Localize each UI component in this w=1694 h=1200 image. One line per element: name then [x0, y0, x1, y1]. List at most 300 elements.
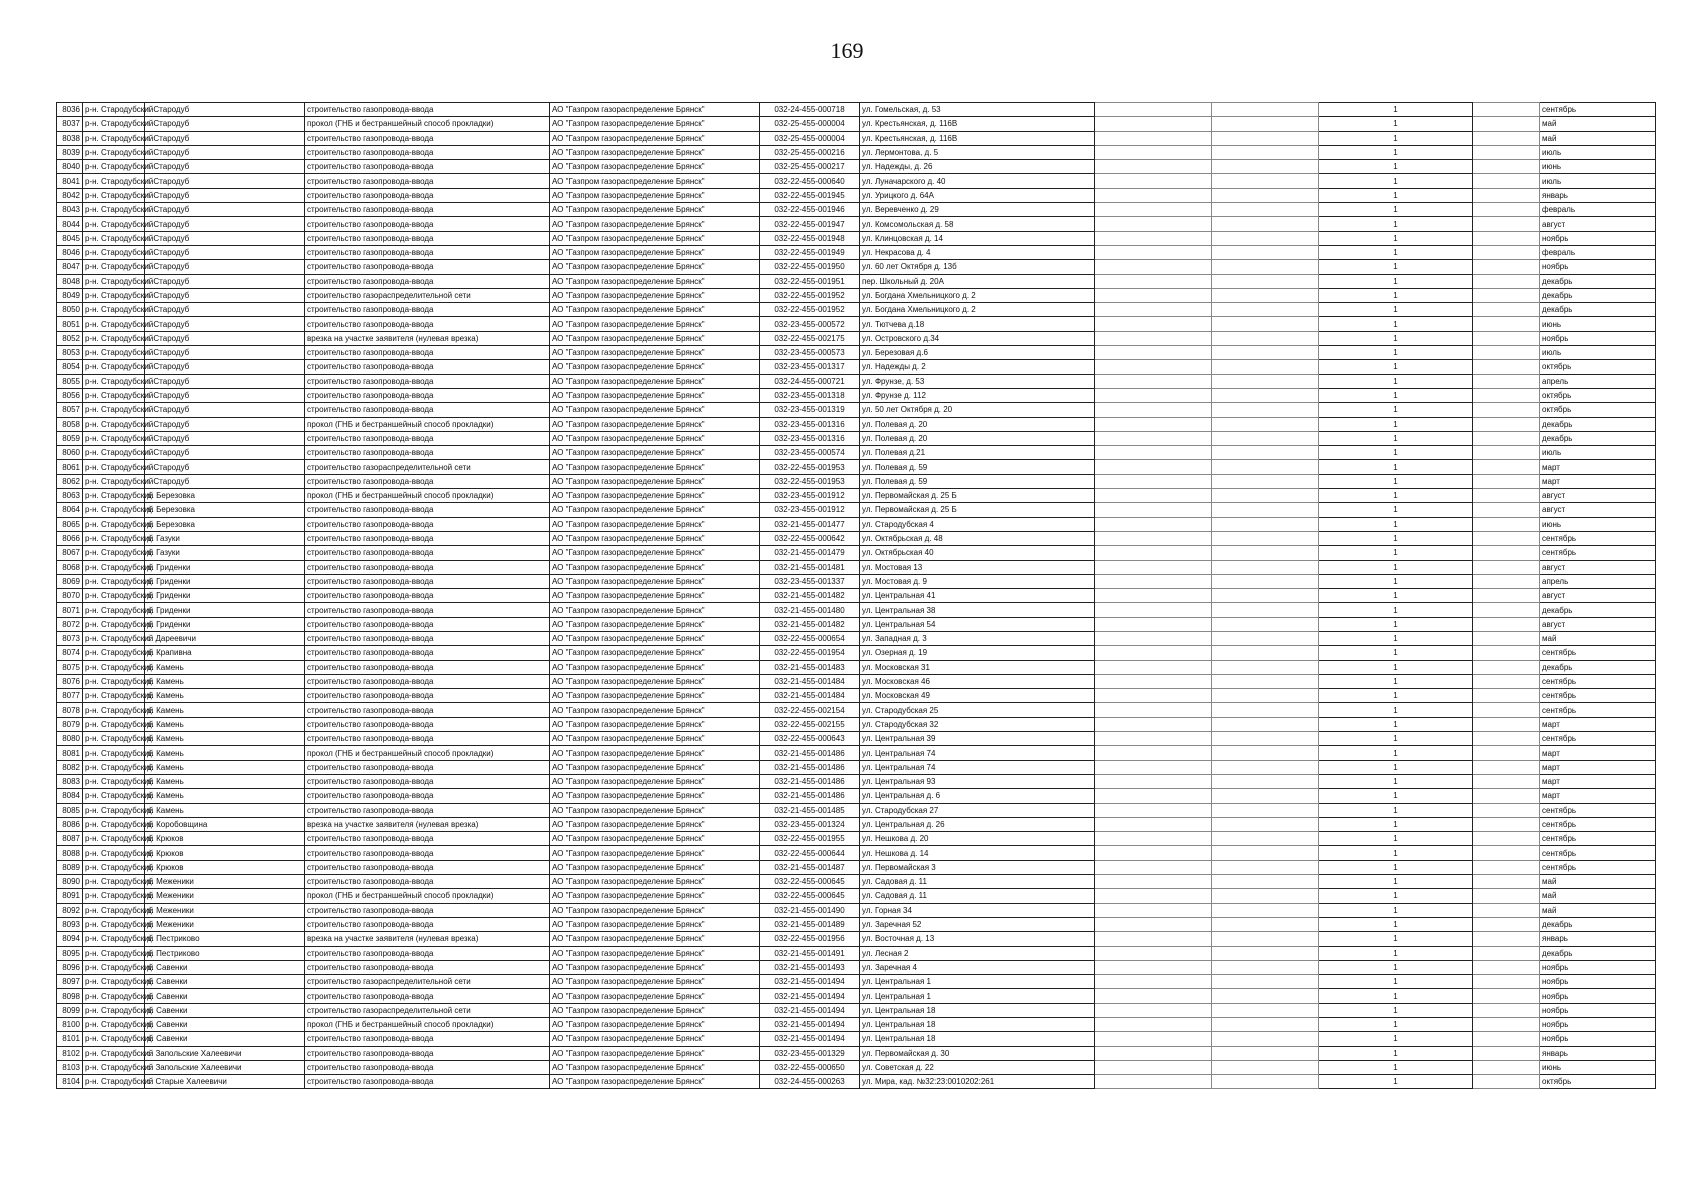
- work-type-cell: строительство газопровода-ввода: [305, 1075, 550, 1089]
- organization-cell: АО "Газпром газораспределение Брянск": [550, 560, 760, 574]
- work-type-cell: строительство газопровода-ввода: [305, 446, 550, 460]
- table-row: [57, 717, 1656, 731]
- blank-cell: [1212, 1032, 1319, 1046]
- month-cell: сентябрь: [1540, 832, 1656, 846]
- address-cell: ул. Стародубская 25: [860, 703, 1095, 717]
- address-cell: ул. Центральная 18: [860, 1003, 1095, 1017]
- blank-cell: [1095, 860, 1212, 874]
- blank-cell: [1473, 231, 1540, 245]
- blank-cell: [1212, 989, 1319, 1003]
- locality-cell: г. Стародуб: [145, 388, 305, 402]
- row-number: 8070: [57, 589, 83, 603]
- locality-cell: г. Стародуб: [145, 317, 305, 331]
- quantity-cell: 1: [1319, 603, 1473, 617]
- locality-cell: г. Стародуб: [145, 117, 305, 131]
- table-row: [57, 631, 1656, 645]
- quantity-cell: 1: [1319, 560, 1473, 574]
- application-code-cell: 032-22-455-001954: [760, 646, 860, 660]
- table-row: [57, 589, 1656, 603]
- organization-cell: АО "Газпром газораспределение Брянск": [550, 960, 760, 974]
- quantity-cell: 1: [1319, 460, 1473, 474]
- organization-cell: АО "Газпром газораспределение Брянск": [550, 603, 760, 617]
- blank-cell: [1212, 174, 1319, 188]
- address-cell: ул. Первомайская д. 30: [860, 1046, 1095, 1060]
- blank-cell: [1473, 346, 1540, 360]
- table-row: [57, 1018, 1656, 1032]
- blank-cell: [1212, 231, 1319, 245]
- address-cell: ул. Урицкого д. 64А: [860, 188, 1095, 202]
- district-cell: р-н. Стародубский: [83, 703, 145, 717]
- row-number: 8048: [57, 274, 83, 288]
- table-row: [57, 746, 1656, 760]
- quantity-cell: 1: [1319, 717, 1473, 731]
- blank-cell: [1473, 103, 1540, 117]
- quantity-cell: 1: [1319, 860, 1473, 874]
- month-cell: май: [1540, 631, 1656, 645]
- work-type-cell: строительство газопровода-ввода: [305, 360, 550, 374]
- application-code-cell: 032-24-455-000263: [760, 1075, 860, 1089]
- row-number: 8076: [57, 674, 83, 688]
- application-code-cell: 032-22-455-000643: [760, 732, 860, 746]
- table-row: [57, 503, 1656, 517]
- blank-cell: [1473, 546, 1540, 560]
- blank-cell: [1473, 160, 1540, 174]
- organization-cell: АО "Газпром газораспределение Брянск": [550, 1060, 760, 1074]
- organization-cell: АО "Газпром газораспределение Брянск": [550, 1032, 760, 1046]
- locality-cell: д. Савенки: [145, 975, 305, 989]
- locality-cell: д. Савенки: [145, 1018, 305, 1032]
- blank-cell: [1473, 617, 1540, 631]
- table-row: [57, 846, 1656, 860]
- locality-cell: д. Гриденки: [145, 617, 305, 631]
- district-cell: р-н. Стародубский: [83, 174, 145, 188]
- table-row: [57, 131, 1656, 145]
- application-code-cell: 032-23-455-000572: [760, 317, 860, 331]
- blank-cell: [1212, 203, 1319, 217]
- address-cell: ул. Луначарского д. 40: [860, 174, 1095, 188]
- row-number: 8075: [57, 660, 83, 674]
- work-type-cell: строительство газопровода-ввода: [305, 317, 550, 331]
- work-type-cell: врезка на участке заявителя (нулевая врезка): [305, 932, 550, 946]
- table-row: [57, 460, 1656, 474]
- work-type-cell: строительство газопровода-ввода: [305, 960, 550, 974]
- blank-cell: [1212, 431, 1319, 445]
- row-number: 8052: [57, 331, 83, 345]
- row-number: 8079: [57, 717, 83, 731]
- locality-cell: д. Савенки: [145, 989, 305, 1003]
- locality-cell: с. Старые Халеевичи: [145, 1075, 305, 1089]
- organization-cell: АО "Газпром газораспределение Брянск": [550, 260, 760, 274]
- blank-cell: [1212, 103, 1319, 117]
- row-number: 8071: [57, 603, 83, 617]
- quantity-cell: 1: [1319, 489, 1473, 503]
- month-cell: сентябрь: [1540, 703, 1656, 717]
- organization-cell: АО "Газпром газораспределение Брянск": [550, 174, 760, 188]
- table-row: [57, 574, 1656, 588]
- table-row: [57, 1046, 1656, 1060]
- locality-cell: д. Крюков: [145, 860, 305, 874]
- month-cell: июнь: [1540, 317, 1656, 331]
- blank-cell: [1473, 889, 1540, 903]
- month-cell: октябрь: [1540, 403, 1656, 417]
- application-code-cell: 032-23-455-001324: [760, 817, 860, 831]
- month-cell: декабрь: [1540, 917, 1656, 931]
- page-number: 169: [830, 38, 864, 63]
- blank-cell: [1212, 403, 1319, 417]
- table-row: [57, 160, 1656, 174]
- district-cell: р-н. Стародубский: [83, 1032, 145, 1046]
- address-cell: ул. Лесная 2: [860, 946, 1095, 960]
- blank-cell: [1473, 374, 1540, 388]
- blank-cell: [1473, 789, 1540, 803]
- blank-cell: [1095, 932, 1212, 946]
- address-cell: ул. Полевая д. 20: [860, 417, 1095, 431]
- table-row: [57, 560, 1656, 574]
- organization-cell: АО "Газпром газораспределение Брянск": [550, 331, 760, 345]
- blank-cell: [1095, 732, 1212, 746]
- quantity-cell: 1: [1319, 388, 1473, 402]
- application-code-cell: 032-23-455-001337: [760, 574, 860, 588]
- address-cell: ул. Центральная 18: [860, 1018, 1095, 1032]
- quantity-cell: 1: [1319, 975, 1473, 989]
- locality-cell: д. Камень: [145, 760, 305, 774]
- district-cell: р-н. Стародубский: [83, 231, 145, 245]
- district-cell: р-н. Стародубский: [83, 603, 145, 617]
- table-row: [57, 417, 1656, 431]
- district-cell: р-н. Стародубский: [83, 1075, 145, 1089]
- application-code-cell: 032-21-455-001494: [760, 1032, 860, 1046]
- address-cell: ул. Садовая д. 11: [860, 875, 1095, 889]
- blank-cell: [1473, 817, 1540, 831]
- blank-cell: [1212, 1018, 1319, 1032]
- blank-cell: [1212, 803, 1319, 817]
- blank-cell: [1095, 660, 1212, 674]
- work-type-cell: строительство газопровода-ввода: [305, 531, 550, 545]
- district-cell: р-н. Стародубский: [83, 1060, 145, 1074]
- district-cell: р-н. Стародубский: [83, 274, 145, 288]
- work-type-cell: врезка на участке заявителя (нулевая врезка): [305, 331, 550, 345]
- application-code-cell: 032-23-455-001912: [760, 503, 860, 517]
- organization-cell: АО "Газпром газораспределение Брянск": [550, 303, 760, 317]
- quantity-cell: 1: [1319, 245, 1473, 259]
- district-cell: р-н. Стародубский: [83, 646, 145, 660]
- organization-cell: АО "Газпром газораспределение Брянск": [550, 646, 760, 660]
- address-cell: ул. Центральная 41: [860, 589, 1095, 603]
- district-cell: р-н. Стародубский: [83, 403, 145, 417]
- address-cell: ул. Березовая д.6: [860, 346, 1095, 360]
- blank-cell: [1095, 517, 1212, 531]
- district-cell: р-н. Стародубский: [83, 546, 145, 560]
- district-cell: р-н. Стародубский: [83, 732, 145, 746]
- locality-cell: г. Стародуб: [145, 145, 305, 159]
- blank-cell: [1473, 145, 1540, 159]
- table-row: [57, 360, 1656, 374]
- application-code-cell: 032-21-455-001486: [760, 760, 860, 774]
- work-type-cell: строительство газопровода-ввода: [305, 188, 550, 202]
- blank-cell: [1095, 746, 1212, 760]
- quantity-cell: 1: [1319, 732, 1473, 746]
- month-cell: декабрь: [1540, 946, 1656, 960]
- blank-cell: [1212, 360, 1319, 374]
- address-cell: ул. Нешкова д. 20: [860, 832, 1095, 846]
- district-cell: р-н. Стародубский: [83, 560, 145, 574]
- quantity-cell: 1: [1319, 946, 1473, 960]
- application-code-cell: 032-24-455-000718: [760, 103, 860, 117]
- table-row: [57, 517, 1656, 531]
- application-code-cell: 032-21-455-001490: [760, 903, 860, 917]
- organization-cell: АО "Газпром газораспределение Брянск": [550, 145, 760, 159]
- row-number: 8045: [57, 231, 83, 245]
- application-code-cell: 032-23-455-001318: [760, 388, 860, 402]
- organization-cell: АО "Газпром газораспределение Брянск": [550, 760, 760, 774]
- row-number: 8038: [57, 131, 83, 145]
- organization-cell: АО "Газпром газораспределение Брянск": [550, 746, 760, 760]
- district-cell: р-н. Стародубский: [83, 288, 145, 302]
- locality-cell: д. Меженики: [145, 903, 305, 917]
- application-code-cell: 032-21-455-001479: [760, 546, 860, 560]
- organization-cell: АО "Газпром газораспределение Брянск": [550, 360, 760, 374]
- organization-cell: АО "Газпром газораспределение Брянск": [550, 160, 760, 174]
- address-cell: ул. Полевая д.21: [860, 446, 1095, 460]
- blank-cell: [1212, 860, 1319, 874]
- work-type-cell: строительство газопровода-ввода: [305, 674, 550, 688]
- blank-cell: [1095, 203, 1212, 217]
- row-number: 8080: [57, 732, 83, 746]
- organization-cell: АО "Газпром газораспределение Брянск": [550, 388, 760, 402]
- table-row: [57, 660, 1656, 674]
- locality-cell: д. Крюков: [145, 832, 305, 846]
- quantity-cell: 1: [1319, 503, 1473, 517]
- address-cell: ул. Комсомольская д. 58: [860, 217, 1095, 231]
- work-type-cell: строительство газопровода-ввода: [305, 374, 550, 388]
- month-cell: ноябрь: [1540, 1032, 1656, 1046]
- row-number: 8055: [57, 374, 83, 388]
- row-number: 8057: [57, 403, 83, 417]
- row-number: 8084: [57, 789, 83, 803]
- locality-cell: г. Стародуб: [145, 203, 305, 217]
- organization-cell: АО "Газпром газораспределение Брянск": [550, 660, 760, 674]
- blank-cell: [1473, 760, 1540, 774]
- address-cell: ул. Восточная д. 13: [860, 932, 1095, 946]
- quantity-cell: 1: [1319, 746, 1473, 760]
- table-row: [57, 646, 1656, 660]
- application-code-cell: 032-22-455-000645: [760, 875, 860, 889]
- district-cell: р-н. Стародубский: [83, 760, 145, 774]
- address-cell: ул. Стародубская 32: [860, 717, 1095, 731]
- quantity-cell: 1: [1319, 360, 1473, 374]
- quantity-cell: 1: [1319, 889, 1473, 903]
- blank-cell: [1473, 417, 1540, 431]
- application-code-cell: 032-22-455-002155: [760, 717, 860, 731]
- table-row: [57, 531, 1656, 545]
- blank-cell: [1212, 903, 1319, 917]
- blank-cell: [1095, 317, 1212, 331]
- month-cell: июль: [1540, 346, 1656, 360]
- organization-cell: АО "Газпром газораспределение Брянск": [550, 503, 760, 517]
- month-cell: декабрь: [1540, 603, 1656, 617]
- blank-cell: [1095, 288, 1212, 302]
- blank-cell: [1095, 260, 1212, 274]
- organization-cell: АО "Газпром газораспределение Брянск": [550, 217, 760, 231]
- row-number: 8067: [57, 546, 83, 560]
- blank-cell: [1473, 689, 1540, 703]
- blank-cell: [1095, 303, 1212, 317]
- blank-cell: [1095, 789, 1212, 803]
- blank-cell: [1212, 188, 1319, 202]
- month-cell: август: [1540, 217, 1656, 231]
- application-code-cell: 032-23-455-001912: [760, 489, 860, 503]
- work-type-cell: строительство газопровода-ввода: [305, 560, 550, 574]
- blank-cell: [1212, 789, 1319, 803]
- organization-cell: АО "Газпром газораспределение Брянск": [550, 117, 760, 131]
- table-row: [57, 303, 1656, 317]
- blank-cell: [1212, 574, 1319, 588]
- work-type-cell: строительство газопровода-ввода: [305, 231, 550, 245]
- locality-cell: д. Камень: [145, 660, 305, 674]
- table-row: [57, 1060, 1656, 1074]
- work-type-cell: строительство газопровода-ввода: [305, 103, 550, 117]
- blank-cell: [1095, 975, 1212, 989]
- month-cell: сентябрь: [1540, 646, 1656, 660]
- blank-cell: [1473, 589, 1540, 603]
- row-number: 8051: [57, 317, 83, 331]
- table-row: [57, 774, 1656, 788]
- blank-cell: [1095, 1032, 1212, 1046]
- month-cell: июль: [1540, 446, 1656, 460]
- address-cell: ул. Гомельская, д. 53: [860, 103, 1095, 117]
- district-cell: р-н. Стародубский: [83, 631, 145, 645]
- district-cell: р-н. Стародубский: [83, 431, 145, 445]
- work-type-cell: строительство газопровода-ввода: [305, 546, 550, 560]
- blank-cell: [1473, 774, 1540, 788]
- locality-cell: д. Камень: [145, 689, 305, 703]
- blank-cell: [1212, 1003, 1319, 1017]
- organization-cell: АО "Газпром газораспределение Брянск": [550, 774, 760, 788]
- blank-cell: [1473, 517, 1540, 531]
- month-cell: октябрь: [1540, 360, 1656, 374]
- blank-cell: [1212, 889, 1319, 903]
- quantity-cell: 1: [1319, 660, 1473, 674]
- locality-cell: г. Стародуб: [145, 103, 305, 117]
- month-cell: ноябрь: [1540, 960, 1656, 974]
- address-cell: ул. Московская 49: [860, 689, 1095, 703]
- quantity-cell: 1: [1319, 103, 1473, 117]
- organization-cell: АО "Газпром газораспределение Брянск": [550, 846, 760, 860]
- month-cell: март: [1540, 789, 1656, 803]
- table-row: [57, 989, 1656, 1003]
- quantity-cell: 1: [1319, 589, 1473, 603]
- blank-cell: [1095, 217, 1212, 231]
- quantity-cell: 1: [1319, 517, 1473, 531]
- blank-cell: [1095, 903, 1212, 917]
- blank-cell: [1212, 417, 1319, 431]
- work-type-cell: строительство газопровода-ввода: [305, 217, 550, 231]
- row-number: 8058: [57, 417, 83, 431]
- quantity-cell: 1: [1319, 1003, 1473, 1017]
- blank-cell: [1095, 875, 1212, 889]
- address-cell: ул. Центральная 74: [860, 760, 1095, 774]
- application-code-cell: 032-21-455-001494: [760, 1003, 860, 1017]
- district-cell: р-н. Стародубский: [83, 574, 145, 588]
- month-cell: август: [1540, 589, 1656, 603]
- row-number: 8104: [57, 1075, 83, 1089]
- row-number: 8073: [57, 631, 83, 645]
- table-row: [57, 203, 1656, 217]
- application-code-cell: 032-22-455-001945: [760, 188, 860, 202]
- blank-cell: [1212, 774, 1319, 788]
- organization-cell: АО "Газпром газораспределение Брянск": [550, 460, 760, 474]
- quantity-cell: 1: [1319, 346, 1473, 360]
- address-cell: ул. Центральная 1: [860, 975, 1095, 989]
- quantity-cell: 1: [1319, 1060, 1473, 1074]
- blank-cell: [1212, 646, 1319, 660]
- row-number: 8089: [57, 860, 83, 874]
- blank-cell: [1473, 646, 1540, 660]
- table-row: [57, 260, 1656, 274]
- application-code-cell: 032-21-455-001485: [760, 803, 860, 817]
- organization-cell: АО "Газпром газораспределение Брянск": [550, 474, 760, 488]
- blank-cell: [1473, 832, 1540, 846]
- work-type-cell: строительство газопровода-ввода: [305, 917, 550, 931]
- quantity-cell: 1: [1319, 903, 1473, 917]
- blank-cell: [1212, 274, 1319, 288]
- district-cell: р-н. Стародубский: [83, 1046, 145, 1060]
- work-type-cell: строительство газопровода-ввода: [305, 274, 550, 288]
- organization-cell: АО "Газпром газораспределение Брянск": [550, 203, 760, 217]
- blank-cell: [1095, 646, 1212, 660]
- quantity-cell: 1: [1319, 1018, 1473, 1032]
- work-type-cell: прокол (ГНБ и бестраншейный способ прокладки): [305, 889, 550, 903]
- blank-cell: [1473, 174, 1540, 188]
- address-cell: ул. Крестьянская, д. 116В: [860, 117, 1095, 131]
- month-cell: май: [1540, 889, 1656, 903]
- quantity-cell: 1: [1319, 160, 1473, 174]
- blank-cell: [1095, 674, 1212, 688]
- row-number: 8074: [57, 646, 83, 660]
- district-cell: р-н. Стародубский: [83, 889, 145, 903]
- table-row: [57, 374, 1656, 388]
- district-cell: р-н. Стародубский: [83, 331, 145, 345]
- work-type-cell: строительство газопровода-ввода: [305, 789, 550, 803]
- work-type-cell: строительство газопровода-ввода: [305, 503, 550, 517]
- row-number: 8078: [57, 703, 83, 717]
- district-cell: р-н. Стародубский: [83, 203, 145, 217]
- work-type-cell: строительство газопровода-ввода: [305, 703, 550, 717]
- organization-cell: АО "Газпром газораспределение Брянск": [550, 1046, 760, 1060]
- organization-cell: АО "Газпром газораспределение Брянск": [550, 103, 760, 117]
- row-number: 8101: [57, 1032, 83, 1046]
- district-cell: р-н. Стародубский: [83, 360, 145, 374]
- row-number: 8088: [57, 846, 83, 860]
- locality-cell: г. Стародуб: [145, 403, 305, 417]
- blank-cell: [1095, 174, 1212, 188]
- district-cell: р-н. Стародубский: [83, 103, 145, 117]
- locality-cell: д. Савенки: [145, 1003, 305, 1017]
- blank-cell: [1473, 960, 1540, 974]
- address-cell: ул. Центральная 39: [860, 732, 1095, 746]
- address-cell: ул. Центральная д. 26: [860, 817, 1095, 831]
- application-code-cell: 032-21-455-001486: [760, 789, 860, 803]
- blank-cell: [1473, 975, 1540, 989]
- application-code-cell: 032-21-455-001484: [760, 689, 860, 703]
- blank-cell: [1212, 817, 1319, 831]
- row-number: 8064: [57, 503, 83, 517]
- row-number: 8037: [57, 117, 83, 131]
- application-code-cell: 032-21-455-001483: [760, 660, 860, 674]
- locality-cell: д. Гриденки: [145, 589, 305, 603]
- blank-cell: [1095, 160, 1212, 174]
- application-code-cell: 032-22-455-002175: [760, 331, 860, 345]
